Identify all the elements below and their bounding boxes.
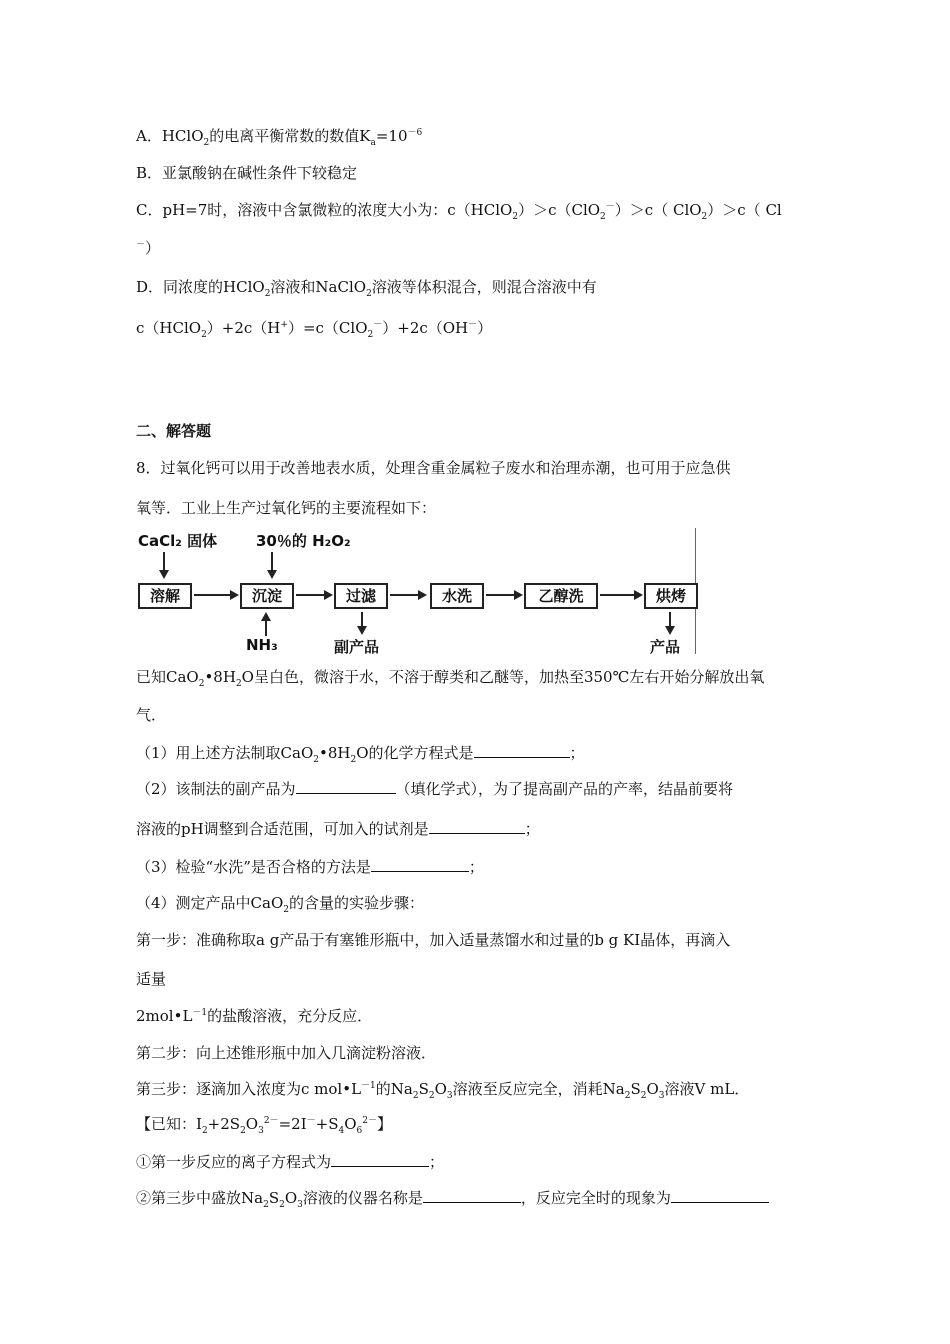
product-label: 产品 [650, 638, 681, 656]
right-arrow-icon [194, 589, 240, 601]
down-arrow-icon [158, 552, 170, 580]
step-water-wash: 水洗 [430, 583, 484, 609]
step-precipitate: 沉淀 [240, 583, 294, 609]
process-flow-diagram [136, 528, 696, 656]
down-arrow-icon [266, 552, 278, 580]
option-c-line2: －） [136, 239, 161, 257]
option-d-line2: c（HClO$_2$）+2c（H+）=c（ClO$_2$－）+2c（OH－） [136, 319, 493, 340]
option-c-line1: C．pH=7时，溶液中含氯微粒的浓度大小为：c（HClO$_2$）＞c（ClO$_2$－）＞c（ ClO$_2$）＞c（ Cl [136, 201, 782, 222]
step-3: 第三步：逐滴加入浓度为c $mol•L^{-1}$的$Na_2S_2O_3$溶液至反应完全，消耗$Na_2S_2O_3$溶液V mL． [136, 1080, 750, 1101]
given-equation: 【已知：$I_2+2S_2O_3^{2-}=2I^-+S_4O_6^{2-}$】 [136, 1115, 393, 1136]
step-dissolve: 溶解 [138, 583, 192, 609]
byproduct-label: 副产品 [334, 638, 380, 656]
option-d-line1: D．同浓度的HClO$_2$溶液和NaClO$_2$溶液等体积混合，则混合溶液中有 [136, 278, 597, 299]
step-filter: 过滤 [334, 583, 388, 609]
right-arrow-icon [600, 589, 644, 601]
down-arrow-icon [664, 612, 676, 636]
sub-question-1: ①第一步反应的离子方程式为 ； [136, 1153, 445, 1171]
part-2-line2: 溶液的pH调整到合适范围，可加入的试剂是 ； [136, 820, 540, 838]
step-1-line2: 适量 [136, 970, 167, 988]
sub-question-2: ②第三步中盛放$Na_2S_2O_3$溶液的仪器名称是 ，反应完全时的现象为 [136, 1188, 769, 1208]
answer-blank[interactable] [474, 743, 570, 758]
step-bake: 烘烤 [644, 583, 698, 609]
right-arrow-icon [486, 589, 524, 601]
up-arrow-icon [260, 612, 272, 636]
step-ethanol-wash: 乙醇洗 [524, 583, 598, 609]
answer-blank[interactable] [296, 779, 396, 794]
reagent-h2o2-label: 30％的 H₂O₂ [256, 532, 351, 550]
step-1-line1: 第一步：准确称取a g产品于有塞锥形瓶中，加入适量蒸馏水和过量的b g KI晶体，再滴入 [136, 931, 731, 949]
part-1: （1）用上述方法制取$CaO_2•8H_2O$的化学方程式是 ； [136, 744, 585, 765]
known-line1: 已知$CaO_2•8H_2O$呈白色，微溶于水，不溶于醇类和乙醚等，加热至350℃左右开始分解放出氧 [136, 668, 765, 689]
section-heading: 二、解答题 [136, 422, 212, 440]
answer-blank[interactable] [371, 857, 469, 872]
nh3-label: NH₃ [246, 636, 278, 654]
q8-intro-line1: 8．过氧化钙可以用于改善地表水质，处理含重金属粒子废水和治理赤潮，也可用于应急供 [136, 459, 731, 477]
step-1-line3: $2mol•L^{-1}$的盐酸溶液，充分反应． [136, 1007, 373, 1025]
answer-blank[interactable] [331, 1152, 429, 1167]
reagent-cacl2-label: CaCl₂ 固体 [138, 532, 218, 550]
right-arrow-icon [390, 589, 428, 601]
answer-blank[interactable] [429, 819, 525, 834]
down-arrow-icon [356, 612, 368, 636]
answer-blank[interactable] [423, 1188, 521, 1203]
known-line2: 气． [136, 706, 167, 724]
part-4: （4）测定产品中CaO$_2$的含量的实验步骤： [136, 894, 425, 915]
answer-blank[interactable] [671, 1188, 769, 1203]
option-a: A．HClO$_2$的电离平衡常数的数值$K_a=10^{-6}$ [136, 127, 423, 148]
step-2: 第二步：向上述锥形瓶中加入几滴淀粉溶液． [136, 1044, 437, 1062]
option-b: B．亚氯酸钠在碱性条件下较稳定 [136, 164, 358, 182]
part-2-line1: （2）该制法的副产品为 （填化学式），为了提高副产品的产率，结晶前要将 [136, 780, 734, 798]
right-arrow-icon [296, 589, 334, 601]
q8-intro-line2: 氧等．工业上生产过氧化钙的主要流程如下： [136, 499, 437, 517]
part-3: （3）检验“水洗”是否合格的方法是 ； [136, 858, 484, 876]
